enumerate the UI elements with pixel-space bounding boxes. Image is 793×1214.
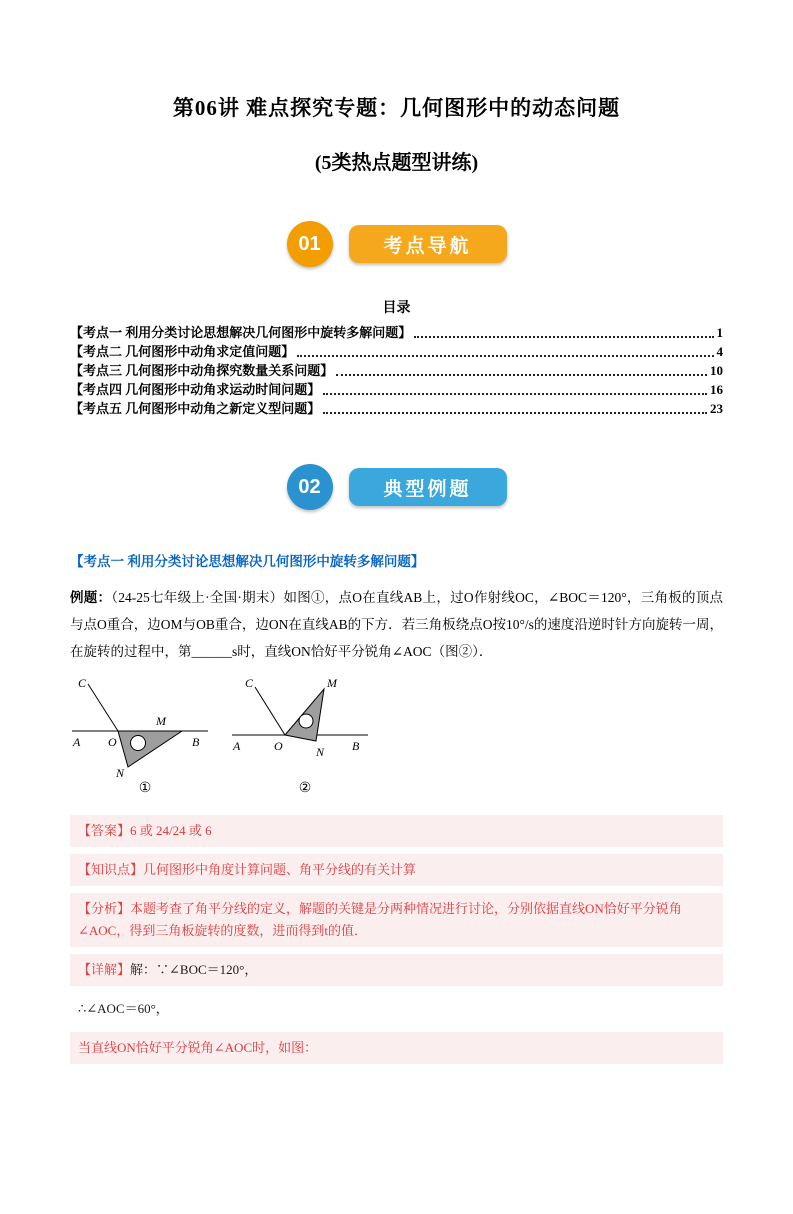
point-label-N: N bbox=[316, 745, 325, 759]
point-label-M: M bbox=[156, 714, 166, 728]
topic-heading: 【考点一 利用分类讨论思想解决几何图形中旋转多解问题】 bbox=[70, 554, 425, 569]
knowledge-point-label: 【知识点】 bbox=[78, 862, 144, 877]
figure-2 bbox=[230, 673, 380, 797]
answer-block bbox=[70, 815, 723, 1064]
toc-item[interactable] bbox=[70, 323, 723, 342]
solution-step: 当直线ON恰好平分锐角∠AOC时，如图： bbox=[70, 1032, 723, 1064]
point-label-A: A bbox=[73, 735, 81, 749]
geometry-figure-1 bbox=[70, 673, 220, 778]
page-title: 第06讲 难点探究专题：几何图形中的动态问题 bbox=[172, 96, 621, 120]
toc-page-number: 10 bbox=[710, 363, 723, 378]
section-badge-nav bbox=[70, 221, 723, 267]
problem-label: 例题： bbox=[70, 590, 112, 605]
knowledge-point-line bbox=[70, 854, 723, 886]
triangle-board bbox=[118, 731, 182, 767]
toc-leader-dots bbox=[297, 355, 713, 357]
point-label-C: C bbox=[78, 676, 87, 690]
solution-step: ∴∠AOC＝60°， bbox=[78, 1001, 169, 1016]
knowledge-point-value: 几何图形中角度计算问题、角平分线的有关计算 bbox=[143, 862, 417, 877]
point-label-M: M bbox=[327, 676, 337, 690]
toc-leader-dots bbox=[336, 374, 707, 376]
toc-item[interactable] bbox=[70, 361, 723, 380]
point-label-B: B bbox=[192, 735, 200, 749]
toc-page-number: 16 bbox=[710, 382, 723, 397]
toc-item-title: 【考点四 几何图形中动角求运动时间问题】 bbox=[70, 382, 321, 397]
toc-item[interactable] bbox=[70, 380, 723, 399]
answer-label: 【答案】 bbox=[78, 823, 131, 838]
toc-item-title: 【考点三 几何图形中动角探究数量关系问题】 bbox=[70, 363, 334, 378]
detail-line bbox=[70, 954, 723, 986]
point-label-C: C bbox=[245, 676, 254, 690]
toc-list bbox=[70, 323, 723, 418]
point-label-O: O bbox=[274, 739, 283, 753]
section-label-badge-nav: 考点导航 bbox=[349, 225, 507, 263]
analysis-text: 本题考查了角平分线的定义，解题的关键是分两种情况进行讨论，分别依据直线ON恰好平分锐角∠AOC，得到三角板旋转的度数，进而得到t的值． bbox=[78, 901, 682, 938]
ray-OC bbox=[88, 684, 118, 731]
toc-item-title: 【考点五 几何图形中动角之新定义型问题】 bbox=[70, 401, 321, 416]
section-label-badge-examples: 典型例题 bbox=[349, 468, 507, 506]
section-number-badge: 02 bbox=[287, 464, 333, 510]
toc-heading: 目录 bbox=[382, 301, 411, 316]
detail-text: 解：∵∠BOC＝120°， bbox=[130, 962, 258, 977]
toc-page-number: 1 bbox=[716, 325, 723, 340]
toc-item[interactable] bbox=[70, 399, 723, 418]
section-number-badge: 01 bbox=[287, 221, 333, 267]
toc-page-number: 23 bbox=[710, 401, 723, 416]
point-label-O: O bbox=[108, 735, 117, 749]
problem-text: （24-25七年级上·全国·期末）如图①，点O在直线AB上，过O作射线OC，∠BOC＝120°，三角板的顶点与点O重合，边OM与OB重合，边ON在直线AB的下方．若三角板绕点O按10°/s的速度沿逆时针方向旋转一周，在旋转的过程中，第______s时，直线ON恰好平分锐角∠AOC（图②）． bbox=[70, 590, 724, 659]
point-label-N: N bbox=[116, 766, 125, 778]
page-subtitle: (5类热点题型讲练) bbox=[314, 152, 479, 174]
detail-label: 【详解】 bbox=[78, 962, 131, 977]
figure-1 bbox=[70, 673, 220, 797]
answer-value: 6 或 24/24 或 6 bbox=[130, 823, 212, 838]
toc-item-title: 【考点一 利用分类讨论思想解决几何图形中旋转多解问题】 bbox=[70, 325, 412, 340]
toc-item-title: 【考点二 几何图形中动角求定值问题】 bbox=[70, 344, 295, 359]
answer-line bbox=[70, 815, 723, 847]
figure-caption-1: ① bbox=[138, 781, 152, 796]
toc-item[interactable] bbox=[70, 342, 723, 361]
analysis-line bbox=[70, 893, 723, 947]
triangle-hole bbox=[299, 714, 313, 728]
analysis-label: 【分析】 bbox=[78, 901, 131, 916]
section-badge-examples bbox=[70, 464, 723, 510]
point-label-A: A bbox=[233, 739, 241, 753]
toc-page-number: 4 bbox=[716, 344, 723, 359]
document-page bbox=[0, 92, 793, 1214]
toc-leader-dots bbox=[323, 393, 707, 395]
toc-leader-dots bbox=[414, 336, 713, 338]
geometry-figure-2 bbox=[230, 673, 380, 778]
ray-OC bbox=[255, 687, 285, 735]
triangle-hole bbox=[131, 736, 146, 751]
toc-leader-dots bbox=[323, 412, 707, 414]
point-label-B: B bbox=[352, 739, 360, 753]
figures-row bbox=[70, 673, 723, 797]
figure-caption-2: ② bbox=[298, 781, 312, 796]
problem-paragraph bbox=[70, 584, 723, 665]
